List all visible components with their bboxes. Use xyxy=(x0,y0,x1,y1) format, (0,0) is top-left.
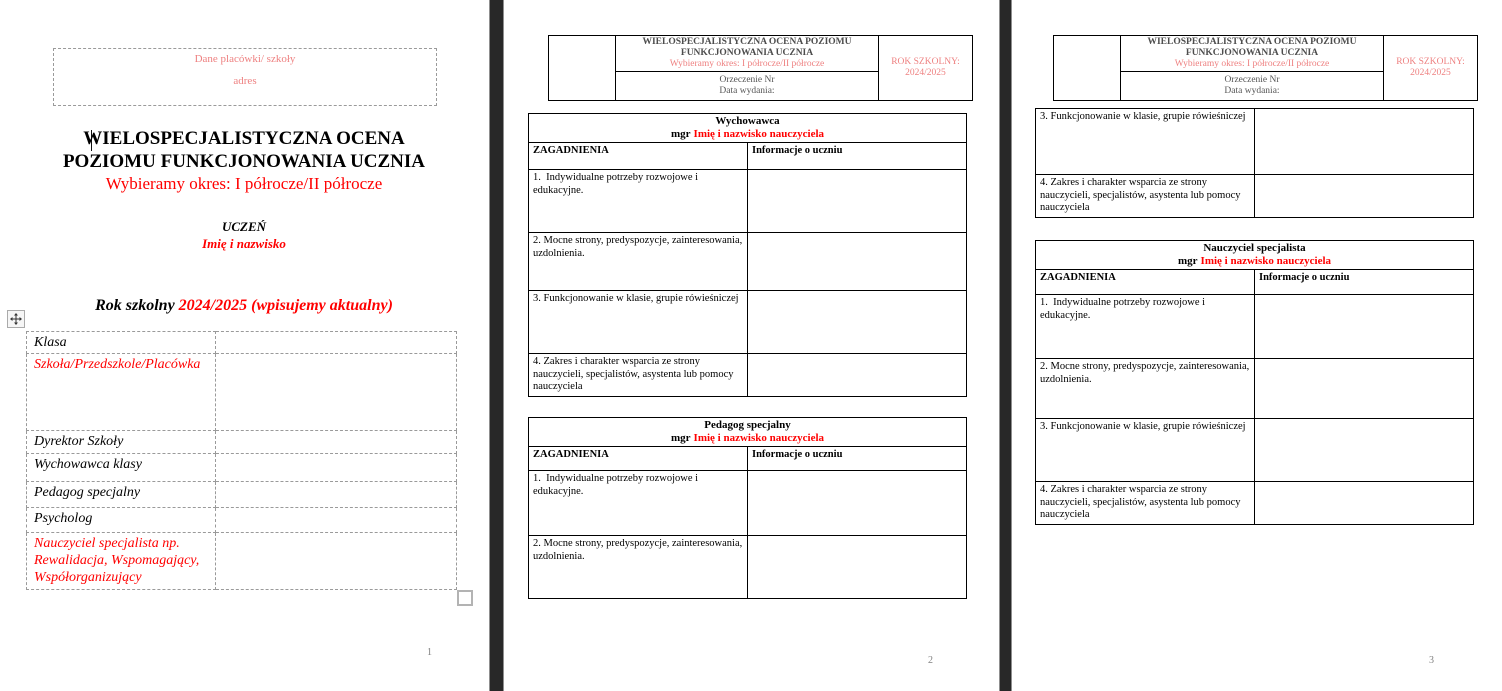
info-cell[interactable] xyxy=(1255,482,1474,525)
section-role: Nauczyciel specjalista xyxy=(1203,242,1306,254)
table-row xyxy=(27,454,457,482)
table-row xyxy=(1036,419,1474,482)
table-row xyxy=(529,170,967,233)
topic-cell[interactable]: 3. Funkcjonowanie w klasie, grupie rówieśniczej xyxy=(1036,109,1255,175)
header-year-cell[interactable] xyxy=(879,36,973,101)
info-cell[interactable] xyxy=(1255,295,1474,359)
page-number: 3 xyxy=(1429,655,1434,666)
topic-cell[interactable]: 1. Indywidualne potrzeby rozwojowe i edukacyjne. xyxy=(529,170,748,233)
school-year-line xyxy=(18,297,470,315)
table-row xyxy=(529,291,967,354)
header-empty-cell[interactable] xyxy=(1054,36,1121,101)
table-move-handle[interactable] xyxy=(7,310,25,328)
table-row xyxy=(27,533,457,590)
info-label-psycholog[interactable]: Psycholog xyxy=(27,508,216,533)
info-cell[interactable] xyxy=(748,291,967,354)
section-role: Pedagog specjalny xyxy=(704,419,791,431)
running-header-table xyxy=(1053,35,1478,101)
assessment-table-pedagog-continued xyxy=(1035,108,1474,218)
header-decision-cell[interactable] xyxy=(1121,72,1384,101)
info-value-cell[interactable] xyxy=(216,482,457,508)
topic-cell[interactable]: 3. Funkcjonowanie w klasie, grupie rówieśniczej xyxy=(1036,419,1255,482)
topic-cell[interactable]: 2. Mocne strony, predyspozycje, zainteresowania, uzdolnienia. xyxy=(529,536,748,599)
school-address-line: adres xyxy=(233,75,257,87)
table-title-row xyxy=(529,114,967,143)
table-row xyxy=(27,431,457,454)
student-label: UCZEŃ xyxy=(221,219,267,234)
table-title-row xyxy=(529,418,967,447)
table-row xyxy=(529,471,967,536)
info-cell[interactable] xyxy=(1255,109,1474,175)
document-title xyxy=(18,127,470,173)
info-cell[interactable] xyxy=(1255,175,1474,218)
header-year-label: ROK SZKOLNY: xyxy=(1396,57,1465,67)
header-title-cell[interactable] xyxy=(616,36,879,72)
info-cell[interactable] xyxy=(1255,419,1474,482)
decision-number: Orzeczenie Nr xyxy=(1224,75,1280,85)
table-row xyxy=(27,332,457,354)
school-year-label: Rok szkolny xyxy=(95,297,175,314)
col-topics: ZAGADNIENIA xyxy=(529,143,748,170)
info-value-cell[interactable] xyxy=(216,454,457,482)
teacher-line: mgr Imię i nazwisko nauczyciela xyxy=(671,432,825,444)
table-row xyxy=(529,536,967,599)
header-year-value: 2024/2025 xyxy=(905,68,946,78)
header-year-label: ROK SZKOLNY: xyxy=(891,57,960,67)
school-info-table xyxy=(26,331,457,590)
teacher-line: mgr Imię i nazwisko nauczyciela xyxy=(671,128,825,140)
page-separator xyxy=(999,0,1012,691)
info-cell[interactable] xyxy=(748,354,967,397)
table-row xyxy=(529,354,967,397)
assessment-table-wychowawca xyxy=(528,113,967,397)
info-value-cell[interactable] xyxy=(216,332,457,354)
section-title-cell[interactable] xyxy=(529,418,967,447)
info-label-wychowawca[interactable]: Wychowawca klasy xyxy=(27,454,216,482)
header-subtitle: Wybieramy okres: I półrocze/II półrocze xyxy=(669,59,825,69)
col-info: Informacje o uczniu xyxy=(1255,270,1474,295)
info-value-cell[interactable] xyxy=(216,533,457,590)
school-year-value: 2024/2025 (wpisujemy aktualny) xyxy=(178,297,393,314)
teacher-name: Imię i nazwisko nauczyciela xyxy=(1200,255,1332,267)
title-line-2: POZIOMU FUNKCJONOWANIA UCZNIA xyxy=(62,151,426,172)
table-header-row xyxy=(1036,270,1474,295)
table-row xyxy=(27,508,457,533)
page-number: 2 xyxy=(928,655,933,666)
section-title-cell[interactable] xyxy=(529,114,967,143)
info-cell[interactable] xyxy=(748,536,967,599)
school-data-box[interactable] xyxy=(53,48,437,106)
table-row xyxy=(1036,359,1474,419)
topic-cell[interactable]: 2. Mocne strony, predyspozycje, zainteresowania, uzdolnienia. xyxy=(529,233,748,291)
info-cell[interactable] xyxy=(748,471,967,536)
school-data-line: Dane placówki/ szkoły xyxy=(194,53,296,65)
assessment-table-pedagog xyxy=(528,417,967,599)
topic-cell[interactable]: 4. Zakres i charakter wsparcia ze strony nauczycieli, specjalistów, asystenta lub pomocy nauczyciela xyxy=(1036,482,1255,525)
info-label-specjalista[interactable]: Nauczyciel specjalista np. Rewalidacja, Wspomagający, Współorganizujący xyxy=(27,533,216,590)
teacher-name: Imię i nazwisko nauczyciela xyxy=(693,432,825,444)
topic-cell[interactable]: 1. Indywidualne potrzeby rozwojowe i edukacyjne. xyxy=(529,471,748,536)
header-title: WIELOSPECJALISTYCZNA OCENA POZIOMU FUNKCJONOWANIA UCZNIA xyxy=(1147,37,1357,58)
decision-number: Orzeczenie Nr xyxy=(719,75,775,85)
table-row xyxy=(1036,482,1474,525)
info-label-szkola[interactable]: Szkoła/Przedszkole/Placówka xyxy=(27,354,216,431)
table-header-row xyxy=(529,447,967,471)
page-3 xyxy=(1012,0,1502,691)
info-label-pedagog[interactable]: Pedagog specjalny xyxy=(27,482,216,508)
header-year-value: 2024/2025 xyxy=(1410,68,1451,78)
info-value-cell[interactable] xyxy=(216,431,457,454)
table-header-row xyxy=(529,143,967,170)
info-label-klasa[interactable]: Klasa xyxy=(27,332,216,354)
info-value-cell[interactable] xyxy=(216,354,457,431)
topic-cell[interactable]: 3. Funkcjonowanie w klasie, grupie rówieśniczej xyxy=(529,291,748,354)
col-info: Informacje o uczniu xyxy=(748,143,967,170)
teacher-name: Imię i nazwisko nauczyciela xyxy=(693,128,825,140)
table-row xyxy=(27,354,457,431)
header-decision-cell[interactable] xyxy=(616,72,879,101)
topic-cell[interactable]: 4. Zakres i charakter wsparcia ze strony nauczycieli, specjalistów, asystenta lub pomocy nauczyciela xyxy=(1036,175,1255,218)
assessment-table-specjalista xyxy=(1035,240,1474,525)
header-title: WIELOSPECJALISTYCZNA OCENA POZIOMU FUNKCJONOWANIA UCZNIA xyxy=(642,37,852,58)
table-row xyxy=(529,233,967,291)
table-row xyxy=(1036,175,1474,218)
student-name-placeholder: Imię i nazwisko xyxy=(202,236,286,251)
info-cell[interactable] xyxy=(748,170,967,233)
table-title-row xyxy=(1036,241,1474,270)
issue-date: Data wydania: xyxy=(1224,86,1280,96)
page-1 xyxy=(0,0,489,691)
period-subtitle: Wybieramy okres: I półrocze/II półrocze xyxy=(105,174,383,193)
section-role: Wychowawca xyxy=(715,115,780,127)
table-row xyxy=(27,482,457,508)
header-title-cell[interactable] xyxy=(1121,36,1384,72)
info-value-cell[interactable] xyxy=(216,508,457,533)
info-cell[interactable] xyxy=(1255,359,1474,419)
table-resize-handle[interactable] xyxy=(457,590,473,606)
topic-cell[interactable]: 1. Indywidualne potrzeby rozwojowe i edukacyjne. xyxy=(1036,295,1255,359)
issue-date: Data wydania: xyxy=(719,86,775,96)
header-subtitle: Wybieramy okres: I półrocze/II półrocze xyxy=(1174,59,1330,69)
col-info: Informacje o uczniu xyxy=(748,447,967,471)
info-cell[interactable] xyxy=(748,233,967,291)
section-title-cell[interactable] xyxy=(1036,241,1474,270)
col-topics: ZAGADNIENIA xyxy=(529,447,748,471)
col-topics: ZAGADNIENIA xyxy=(1036,270,1255,295)
title-line-1: WIELOSPECJALISTYCZNA OCENA xyxy=(83,128,405,149)
table-row xyxy=(1036,295,1474,359)
move-arrows-icon xyxy=(10,313,22,325)
header-year-cell[interactable] xyxy=(1384,36,1478,101)
page-number: 1 xyxy=(427,647,432,658)
running-header-table xyxy=(548,35,973,101)
topic-cell[interactable]: 2. Mocne strony, predyspozycje, zainteresowania, uzdolnienia. xyxy=(1036,359,1255,419)
topic-cell[interactable]: 4. Zakres i charakter wsparcia ze strony nauczycieli, specjalistów, asystenta lub pomocy nauczyciela xyxy=(529,354,748,397)
teacher-line: mgr Imię i nazwisko nauczyciela xyxy=(1178,255,1332,267)
header-empty-cell[interactable] xyxy=(549,36,616,101)
page-2 xyxy=(504,0,999,691)
info-label-dyrektor[interactable]: Dyrektor Szkoły xyxy=(27,431,216,454)
page-separator xyxy=(489,0,504,691)
table-row xyxy=(1036,109,1474,175)
